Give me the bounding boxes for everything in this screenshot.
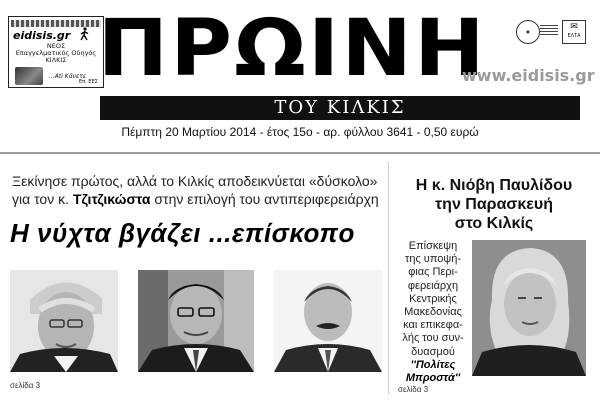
ad-line-1: ΝΕΟΣ [46,42,66,50]
ad-signature: ...Ati Κάνετε [49,73,87,80]
newspaper-title: ΠΡΩΙΝΗ [97,4,487,94]
body-line: δυασμού [411,345,455,358]
issue-dateline: Πέμπτη 20 Μαρτίου 2014 - έτος 15ο - αρ. φύλλου 3641 - 0,50 ευρώ [121,125,479,139]
left-story-headline[interactable]: Η νύχτα βγάζει ...επίσκοπο [10,218,355,248]
deck-text-end: στην επιλογή του αντιπεριφερειάρχη [150,191,379,207]
right-headline-line-1: Η κ. Νιόβη Παυλίδου [415,177,573,194]
left-story-deck[interactable] [12,172,384,208]
right-headline-line-3: στο Κιλκίς [454,215,534,232]
coalition-name: ''Πολίτες Μπροστά'' [405,358,461,385]
newspaper-subtitle: ΤΟΥ ΚΙΛΚΙΣ [100,96,580,120]
right-story-page-ref[interactable]: σελίδα 3 [398,385,429,394]
left-story-page-ref[interactable]: σελίδα 3 [10,381,41,390]
story-photo-1[interactable] [10,270,118,372]
advertisement-box[interactable] [8,16,104,88]
body-line: και επικεφα- [403,319,463,332]
ad-line-2: Επαγγελματικός Οδηγός [15,49,97,57]
ad-line-3: ΚΙΛΚΙΣ [45,56,67,64]
right-story-body [398,240,468,385]
story-photo-2[interactable] [138,270,254,372]
ad-signature-small: Επ. ΕΕΣ [79,79,98,85]
walking-man-icon [79,27,91,41]
header-divider [0,152,600,154]
right-headline-line-2: την Παρασκευή [435,196,553,213]
right-story-headline[interactable] [398,176,590,233]
body-line: Κεντρικής [409,292,457,305]
elta-postal-logo [562,20,586,44]
website-link[interactable]: www.eidisis.gr [462,66,595,85]
body-line: λής του συν- [402,332,464,345]
postage-stamp-icon: ● [516,20,540,44]
elta-envelope-icon: ✉ [570,22,578,32]
deck-text-start: Ξεκίνησε πρώτος, αλλά το Κιλκίς αποδεικνύεται «δύσκολο» για τον κ. [12,173,378,207]
ad-site-name: eidisis.gr [13,29,71,42]
story-photo-3[interactable] [274,270,382,372]
body-line: Μακεδονίας [404,306,462,319]
elta-label: ΕΛΤΑ [567,33,581,39]
right-story-photo[interactable] [472,240,586,376]
column-divider [388,162,389,394]
deck-person-name: Τζιτζικώστα [72,191,151,207]
ad-card-image [15,67,43,85]
body-line: Επίσκεψη [408,240,458,252]
postmark-lines-icon [540,25,558,35]
body-line: της υποψή- [404,253,461,266]
body-line: φιας Περι- [408,266,458,279]
body-line: φερειάρχη [407,279,459,292]
ad-decorative-strip [11,20,101,27]
